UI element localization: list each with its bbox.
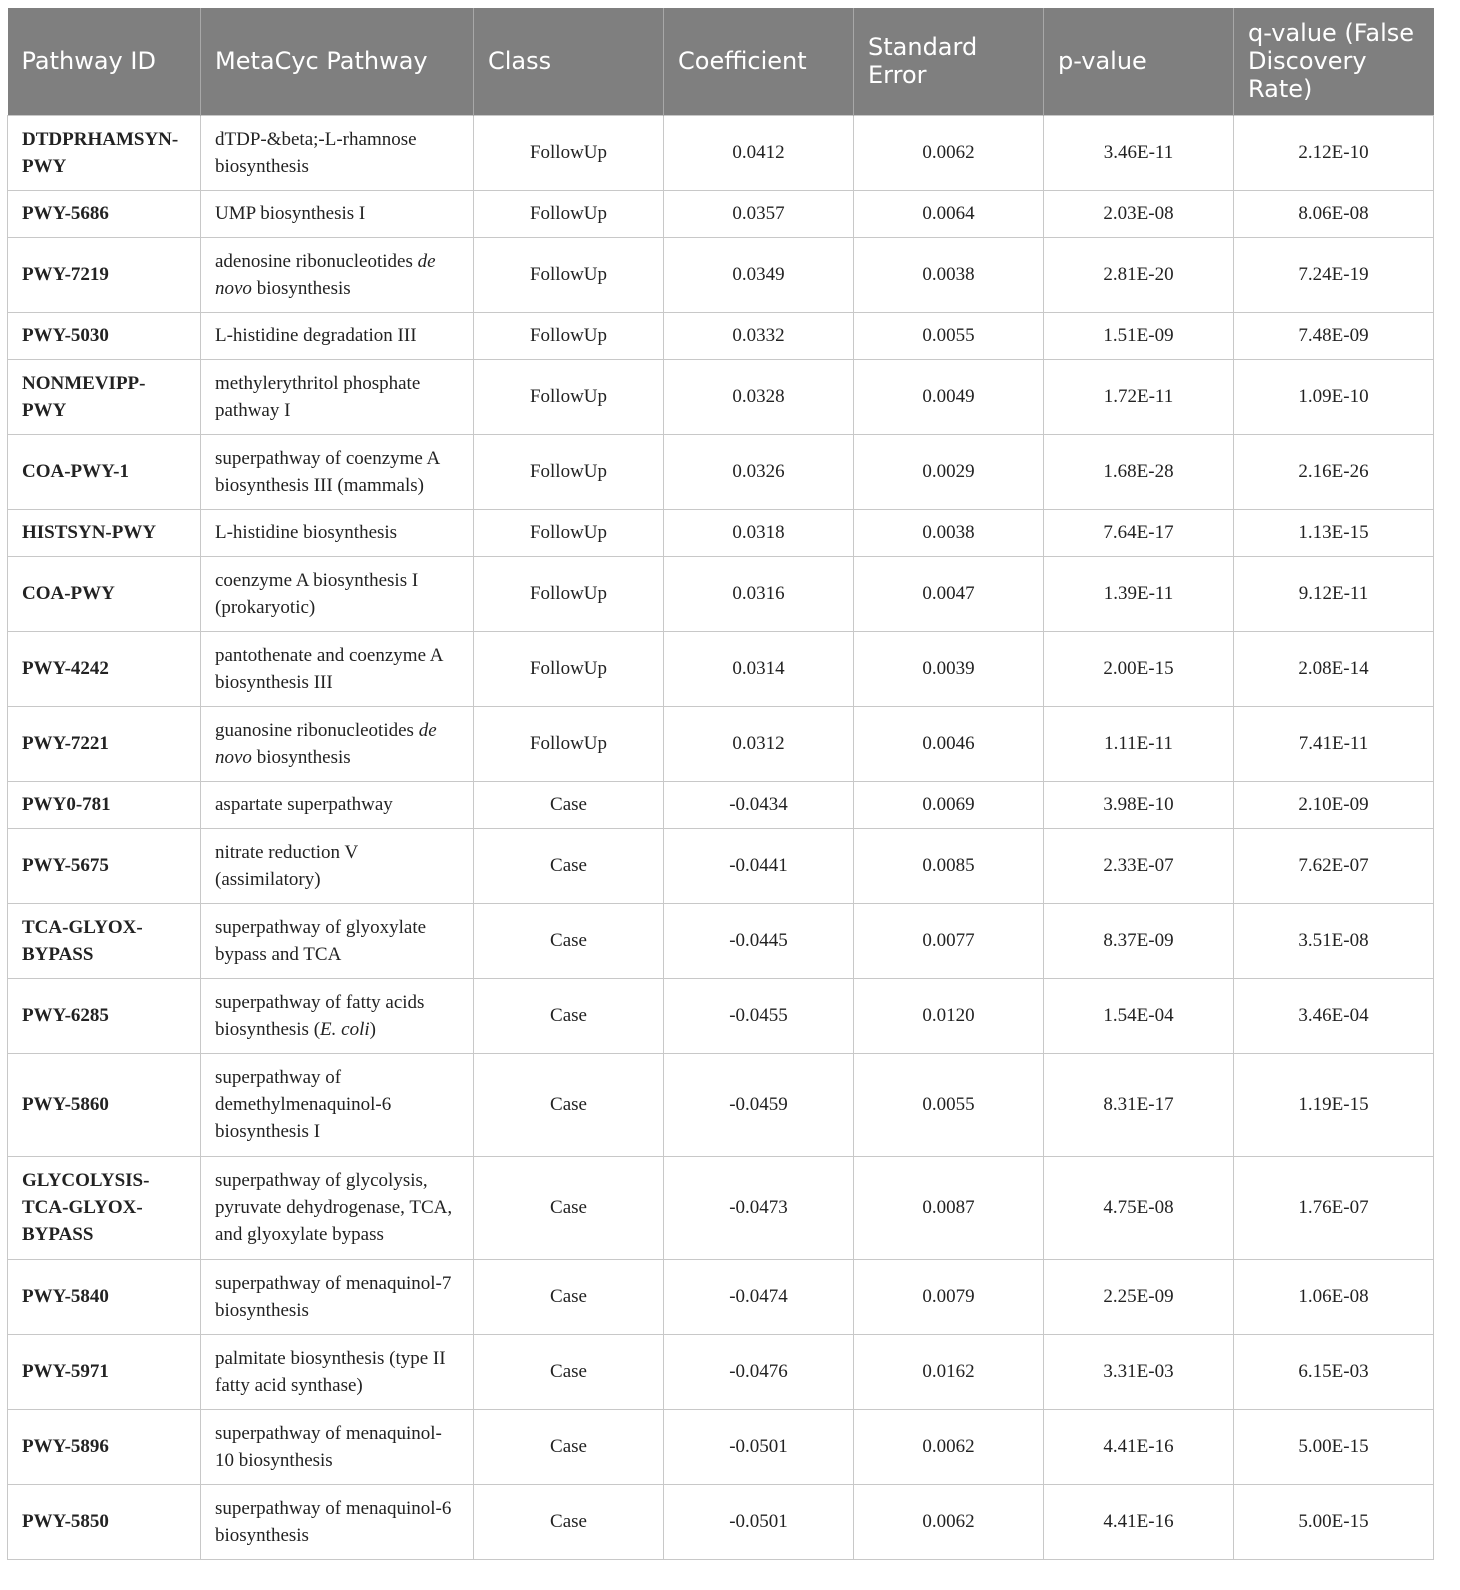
cell-q-value: 2.10E-09 (1234, 781, 1434, 828)
cell-p-value: 3.46E-11 (1044, 115, 1234, 190)
table-row (8, 631, 1434, 706)
cell-coefficient: -0.0441 (664, 828, 854, 903)
cell-metacyc-pathway (201, 1334, 474, 1409)
pathway-name-part: UMP biosynthesis I (215, 203, 366, 224)
cell-metacyc-pathway (201, 359, 474, 434)
pathway-name-part: guanosine ribonucleotides (215, 719, 419, 741)
cell-standard-error: 0.0069 (854, 781, 1044, 828)
table-row (8, 1334, 1434, 1409)
cell-q-value: 3.51E-08 (1234, 903, 1434, 978)
cell-p-value: 4.41E-16 (1044, 1484, 1234, 1559)
pathway-name-part: ) (369, 1018, 376, 1040)
table-row (8, 781, 1434, 828)
cell-class: FollowUp (474, 509, 664, 556)
table-row (8, 1053, 1434, 1156)
cell-class: Case (474, 1259, 664, 1334)
cell-class: Case (474, 978, 664, 1053)
cell-coefficient: 0.0326 (664, 434, 854, 509)
cell-coefficient: -0.0476 (664, 1334, 854, 1409)
cell-p-value: 2.81E-20 (1044, 237, 1234, 312)
cell-q-value: 8.06E-08 (1234, 190, 1434, 237)
cell-class: FollowUp (474, 115, 664, 190)
cell-pathway-id: PWY-5850 (8, 1484, 201, 1559)
header-metacyc-pathway: MetaCyc Pathway (201, 8, 474, 115)
cell-metacyc-pathway (201, 312, 474, 359)
cell-q-value: 5.00E-15 (1234, 1484, 1434, 1559)
table-row (8, 237, 1434, 312)
cell-coefficient: 0.0328 (664, 359, 854, 434)
cell-standard-error: 0.0055 (854, 1053, 1044, 1156)
cell-metacyc-pathway (201, 190, 474, 237)
header-pathway-id: Pathway ID (8, 8, 201, 115)
cell-coefficient: 0.0349 (664, 237, 854, 312)
cell-pathway-id: PWY-5030 (8, 312, 201, 359)
cell-q-value: 5.00E-15 (1234, 1409, 1434, 1484)
cell-p-value: 2.33E-07 (1044, 828, 1234, 903)
pathway-name-part: superpathway of coenzyme A biosynthesis III (mammals) (215, 447, 440, 496)
cell-pathway-id: COA-PWY-1 (8, 434, 201, 509)
header-q-value: q-value (False Discovery Rate) (1234, 8, 1434, 115)
cell-standard-error: 0.0029 (854, 434, 1044, 509)
cell-class: Case (474, 1053, 664, 1156)
pathway-name-part: superpathway of menaquinol-6 biosynthesis (215, 1497, 452, 1546)
cell-metacyc-pathway (201, 828, 474, 903)
table-row (8, 509, 1434, 556)
cell-standard-error: 0.0055 (854, 312, 1044, 359)
pathway-name-part: biosynthesis (251, 277, 351, 299)
table-row (8, 556, 1434, 631)
cell-metacyc-pathway (201, 631, 474, 706)
cell-standard-error: 0.0062 (854, 115, 1044, 190)
cell-coefficient: -0.0501 (664, 1409, 854, 1484)
cell-pathway-id: PWY0-781 (8, 781, 201, 828)
cell-standard-error: 0.0038 (854, 237, 1044, 312)
cell-coefficient: 0.0332 (664, 312, 854, 359)
cell-metacyc-pathway (201, 1484, 474, 1559)
cell-class: FollowUp (474, 190, 664, 237)
cell-pathway-id: PWY-5860 (8, 1053, 201, 1156)
cell-q-value: 7.48E-09 (1234, 312, 1434, 359)
table-row (8, 706, 1434, 781)
cell-pathway-id: PWY-7221 (8, 706, 201, 781)
pathway-name-part: L-histidine biosynthesis (215, 522, 398, 543)
cell-p-value: 1.39E-11 (1044, 556, 1234, 631)
cell-class: FollowUp (474, 556, 664, 631)
cell-class: Case (474, 828, 664, 903)
cell-class: FollowUp (474, 434, 664, 509)
header-class: Class (474, 8, 664, 115)
table-row (8, 903, 1434, 978)
cell-q-value: 7.24E-19 (1234, 237, 1434, 312)
cell-q-value: 1.19E-15 (1234, 1053, 1434, 1156)
cell-p-value: 4.41E-16 (1044, 1409, 1234, 1484)
cell-standard-error: 0.0079 (854, 1259, 1044, 1334)
cell-coefficient: 0.0314 (664, 631, 854, 706)
cell-metacyc-pathway (201, 237, 474, 312)
table-row (8, 312, 1434, 359)
cell-pathway-id: NONMEVIPP-PWY (8, 359, 201, 434)
cell-p-value: 2.00E-15 (1044, 631, 1234, 706)
cell-p-value: 1.11E-11 (1044, 706, 1234, 781)
table-row (8, 190, 1434, 237)
cell-standard-error: 0.0047 (854, 556, 1044, 631)
cell-standard-error: 0.0039 (854, 631, 1044, 706)
cell-pathway-id: DTDPRHAMSYN-PWY (8, 115, 201, 190)
cell-pathway-id: PWY-5675 (8, 828, 201, 903)
table-row (8, 434, 1434, 509)
table-row (8, 1259, 1434, 1334)
cell-pathway-id: PWY-5896 (8, 1409, 201, 1484)
cell-standard-error: 0.0046 (854, 706, 1044, 781)
cell-standard-error: 0.0077 (854, 903, 1044, 978)
header-p-value: p-value (1044, 8, 1234, 115)
pathway-name-part: superpathway of menaquinol-7 biosynthesis (215, 1272, 452, 1321)
cell-coefficient: 0.0357 (664, 190, 854, 237)
header-standard-error: Standard Error (854, 8, 1044, 115)
cell-p-value: 4.75E-08 (1044, 1156, 1234, 1259)
cell-class: Case (474, 1156, 664, 1259)
cell-pathway-id: PWY-5840 (8, 1259, 201, 1334)
cell-coefficient: 0.0316 (664, 556, 854, 631)
cell-metacyc-pathway (201, 556, 474, 631)
cell-metacyc-pathway (201, 781, 474, 828)
cell-p-value: 1.72E-11 (1044, 359, 1234, 434)
cell-p-value: 3.98E-10 (1044, 781, 1234, 828)
cell-metacyc-pathway (201, 1053, 474, 1156)
pathway-name-part: de novo (215, 719, 437, 768)
header-coefficient: Coefficient (664, 8, 854, 115)
cell-q-value: 7.41E-11 (1234, 706, 1434, 781)
cell-q-value: 9.12E-11 (1234, 556, 1434, 631)
cell-p-value: 2.03E-08 (1044, 190, 1234, 237)
cell-coefficient: -0.0455 (664, 978, 854, 1053)
table-row (8, 978, 1434, 1053)
cell-pathway-id: PWY-7219 (8, 237, 201, 312)
pathway-table-container (7, 8, 1433, 1560)
cell-pathway-id: PWY-5686 (8, 190, 201, 237)
cell-metacyc-pathway (201, 903, 474, 978)
cell-coefficient: -0.0501 (664, 1484, 854, 1559)
cell-coefficient: -0.0473 (664, 1156, 854, 1259)
cell-standard-error: 0.0062 (854, 1409, 1044, 1484)
pathway-name-part: coenzyme A biosynthesis I (prokaryotic) (215, 569, 419, 618)
table-header (8, 8, 1434, 115)
cell-p-value: 8.31E-17 (1044, 1053, 1234, 1156)
cell-p-value: 1.54E-04 (1044, 978, 1234, 1053)
cell-coefficient: -0.0459 (664, 1053, 854, 1156)
table-row (8, 115, 1434, 190)
cell-q-value: 2.12E-10 (1234, 115, 1434, 190)
pathway-name-part: superpathway of glycolysis, pyruvate dehydrogenase, TCA, and glyoxylate bypass (215, 1170, 453, 1245)
cell-standard-error: 0.0064 (854, 190, 1044, 237)
cell-metacyc-pathway (201, 706, 474, 781)
table-body (8, 115, 1434, 1559)
cell-pathway-id: COA-PWY (8, 556, 201, 631)
cell-metacyc-pathway (201, 115, 474, 190)
table-row (8, 359, 1434, 434)
cell-class: Case (474, 781, 664, 828)
cell-class: Case (474, 1334, 664, 1409)
pathway-name-part: L-histidine degradation III (215, 325, 417, 346)
cell-p-value: 1.51E-09 (1044, 312, 1234, 359)
table-row (8, 1156, 1434, 1259)
cell-pathway-id: GLYCOLYSIS-TCA-GLYOX-BYPASS (8, 1156, 201, 1259)
pathway-name-part: pantothenate and coenzyme A biosynthesis III (215, 644, 443, 693)
pathway-name-part: biosynthesis (251, 746, 351, 768)
cell-pathway-id: HISTSYN-PWY (8, 509, 201, 556)
cell-q-value: 1.09E-10 (1234, 359, 1434, 434)
pathway-name-part: aspartate superpathway (215, 794, 393, 815)
pathway-name-part: palmitate biosynthesis (type II fatty acid synthase) (215, 1347, 446, 1396)
cell-q-value: 2.16E-26 (1234, 434, 1434, 509)
cell-standard-error: 0.0162 (854, 1334, 1044, 1409)
cell-pathway-id: PWY-5971 (8, 1334, 201, 1409)
cell-coefficient: -0.0434 (664, 781, 854, 828)
cell-q-value: 1.13E-15 (1234, 509, 1434, 556)
cell-q-value: 1.76E-07 (1234, 1156, 1434, 1259)
cell-class: FollowUp (474, 312, 664, 359)
cell-standard-error: 0.0120 (854, 978, 1044, 1053)
cell-p-value: 1.68E-28 (1044, 434, 1234, 509)
table-row (8, 828, 1434, 903)
cell-standard-error: 0.0085 (854, 828, 1044, 903)
pathway-name-part: E. coli (320, 1018, 370, 1040)
cell-pathway-id: TCA-GLYOX-BYPASS (8, 903, 201, 978)
cell-metacyc-pathway (201, 978, 474, 1053)
cell-pathway-id: PWY-4242 (8, 631, 201, 706)
header-row (8, 8, 1434, 115)
cell-coefficient: -0.0474 (664, 1259, 854, 1334)
cell-standard-error: 0.0062 (854, 1484, 1044, 1559)
cell-q-value: 6.15E-03 (1234, 1334, 1434, 1409)
cell-class: Case (474, 1409, 664, 1484)
pathway-name-part: superpathway of menaquinol-10 biosynthesis (215, 1422, 442, 1471)
pathway-name-part: superpathway of glyoxylate bypass and TCA (215, 916, 427, 965)
cell-q-value: 1.06E-08 (1234, 1259, 1434, 1334)
cell-class: FollowUp (474, 631, 664, 706)
cell-metacyc-pathway (201, 1156, 474, 1259)
cell-class: FollowUp (474, 359, 664, 434)
table-row (8, 1484, 1434, 1559)
cell-p-value: 8.37E-09 (1044, 903, 1234, 978)
cell-p-value: 2.25E-09 (1044, 1259, 1234, 1334)
pathway-table (7, 8, 1434, 1560)
cell-metacyc-pathway (201, 1409, 474, 1484)
cell-coefficient: 0.0312 (664, 706, 854, 781)
cell-class: FollowUp (474, 237, 664, 312)
cell-coefficient: 0.0412 (664, 115, 854, 190)
cell-pathway-id: PWY-6285 (8, 978, 201, 1053)
pathway-name-part: superpathway of demethylmenaquinol-6 biosynthesis I (215, 1067, 392, 1142)
cell-q-value: 7.62E-07 (1234, 828, 1434, 903)
pathway-name-part: dTDP-&beta;-L-rhamnose biosynthesis (215, 128, 417, 177)
cell-class: FollowUp (474, 706, 664, 781)
cell-standard-error: 0.0087 (854, 1156, 1044, 1259)
pathway-name-part: methylerythritol phosphate pathway I (215, 372, 421, 421)
table-row (8, 1409, 1434, 1484)
cell-standard-error: 0.0038 (854, 509, 1044, 556)
cell-metacyc-pathway (201, 1259, 474, 1334)
pathway-name-part: de novo (215, 250, 436, 299)
cell-q-value: 2.08E-14 (1234, 631, 1434, 706)
cell-metacyc-pathway (201, 509, 474, 556)
cell-standard-error: 0.0049 (854, 359, 1044, 434)
cell-q-value: 3.46E-04 (1234, 978, 1434, 1053)
cell-class: Case (474, 903, 664, 978)
cell-p-value: 7.64E-17 (1044, 509, 1234, 556)
pathway-name-part: nitrate reduction V (assimilatory) (215, 841, 358, 890)
cell-coefficient: 0.0318 (664, 509, 854, 556)
pathway-name-part: adenosine ribonucleotides (215, 250, 418, 272)
cell-p-value: 3.31E-03 (1044, 1334, 1234, 1409)
cell-coefficient: -0.0445 (664, 903, 854, 978)
pathway-name-part: superpathway of fatty acids biosynthesis ( (215, 991, 425, 1040)
cell-class: Case (474, 1484, 664, 1559)
cell-metacyc-pathway (201, 434, 474, 509)
